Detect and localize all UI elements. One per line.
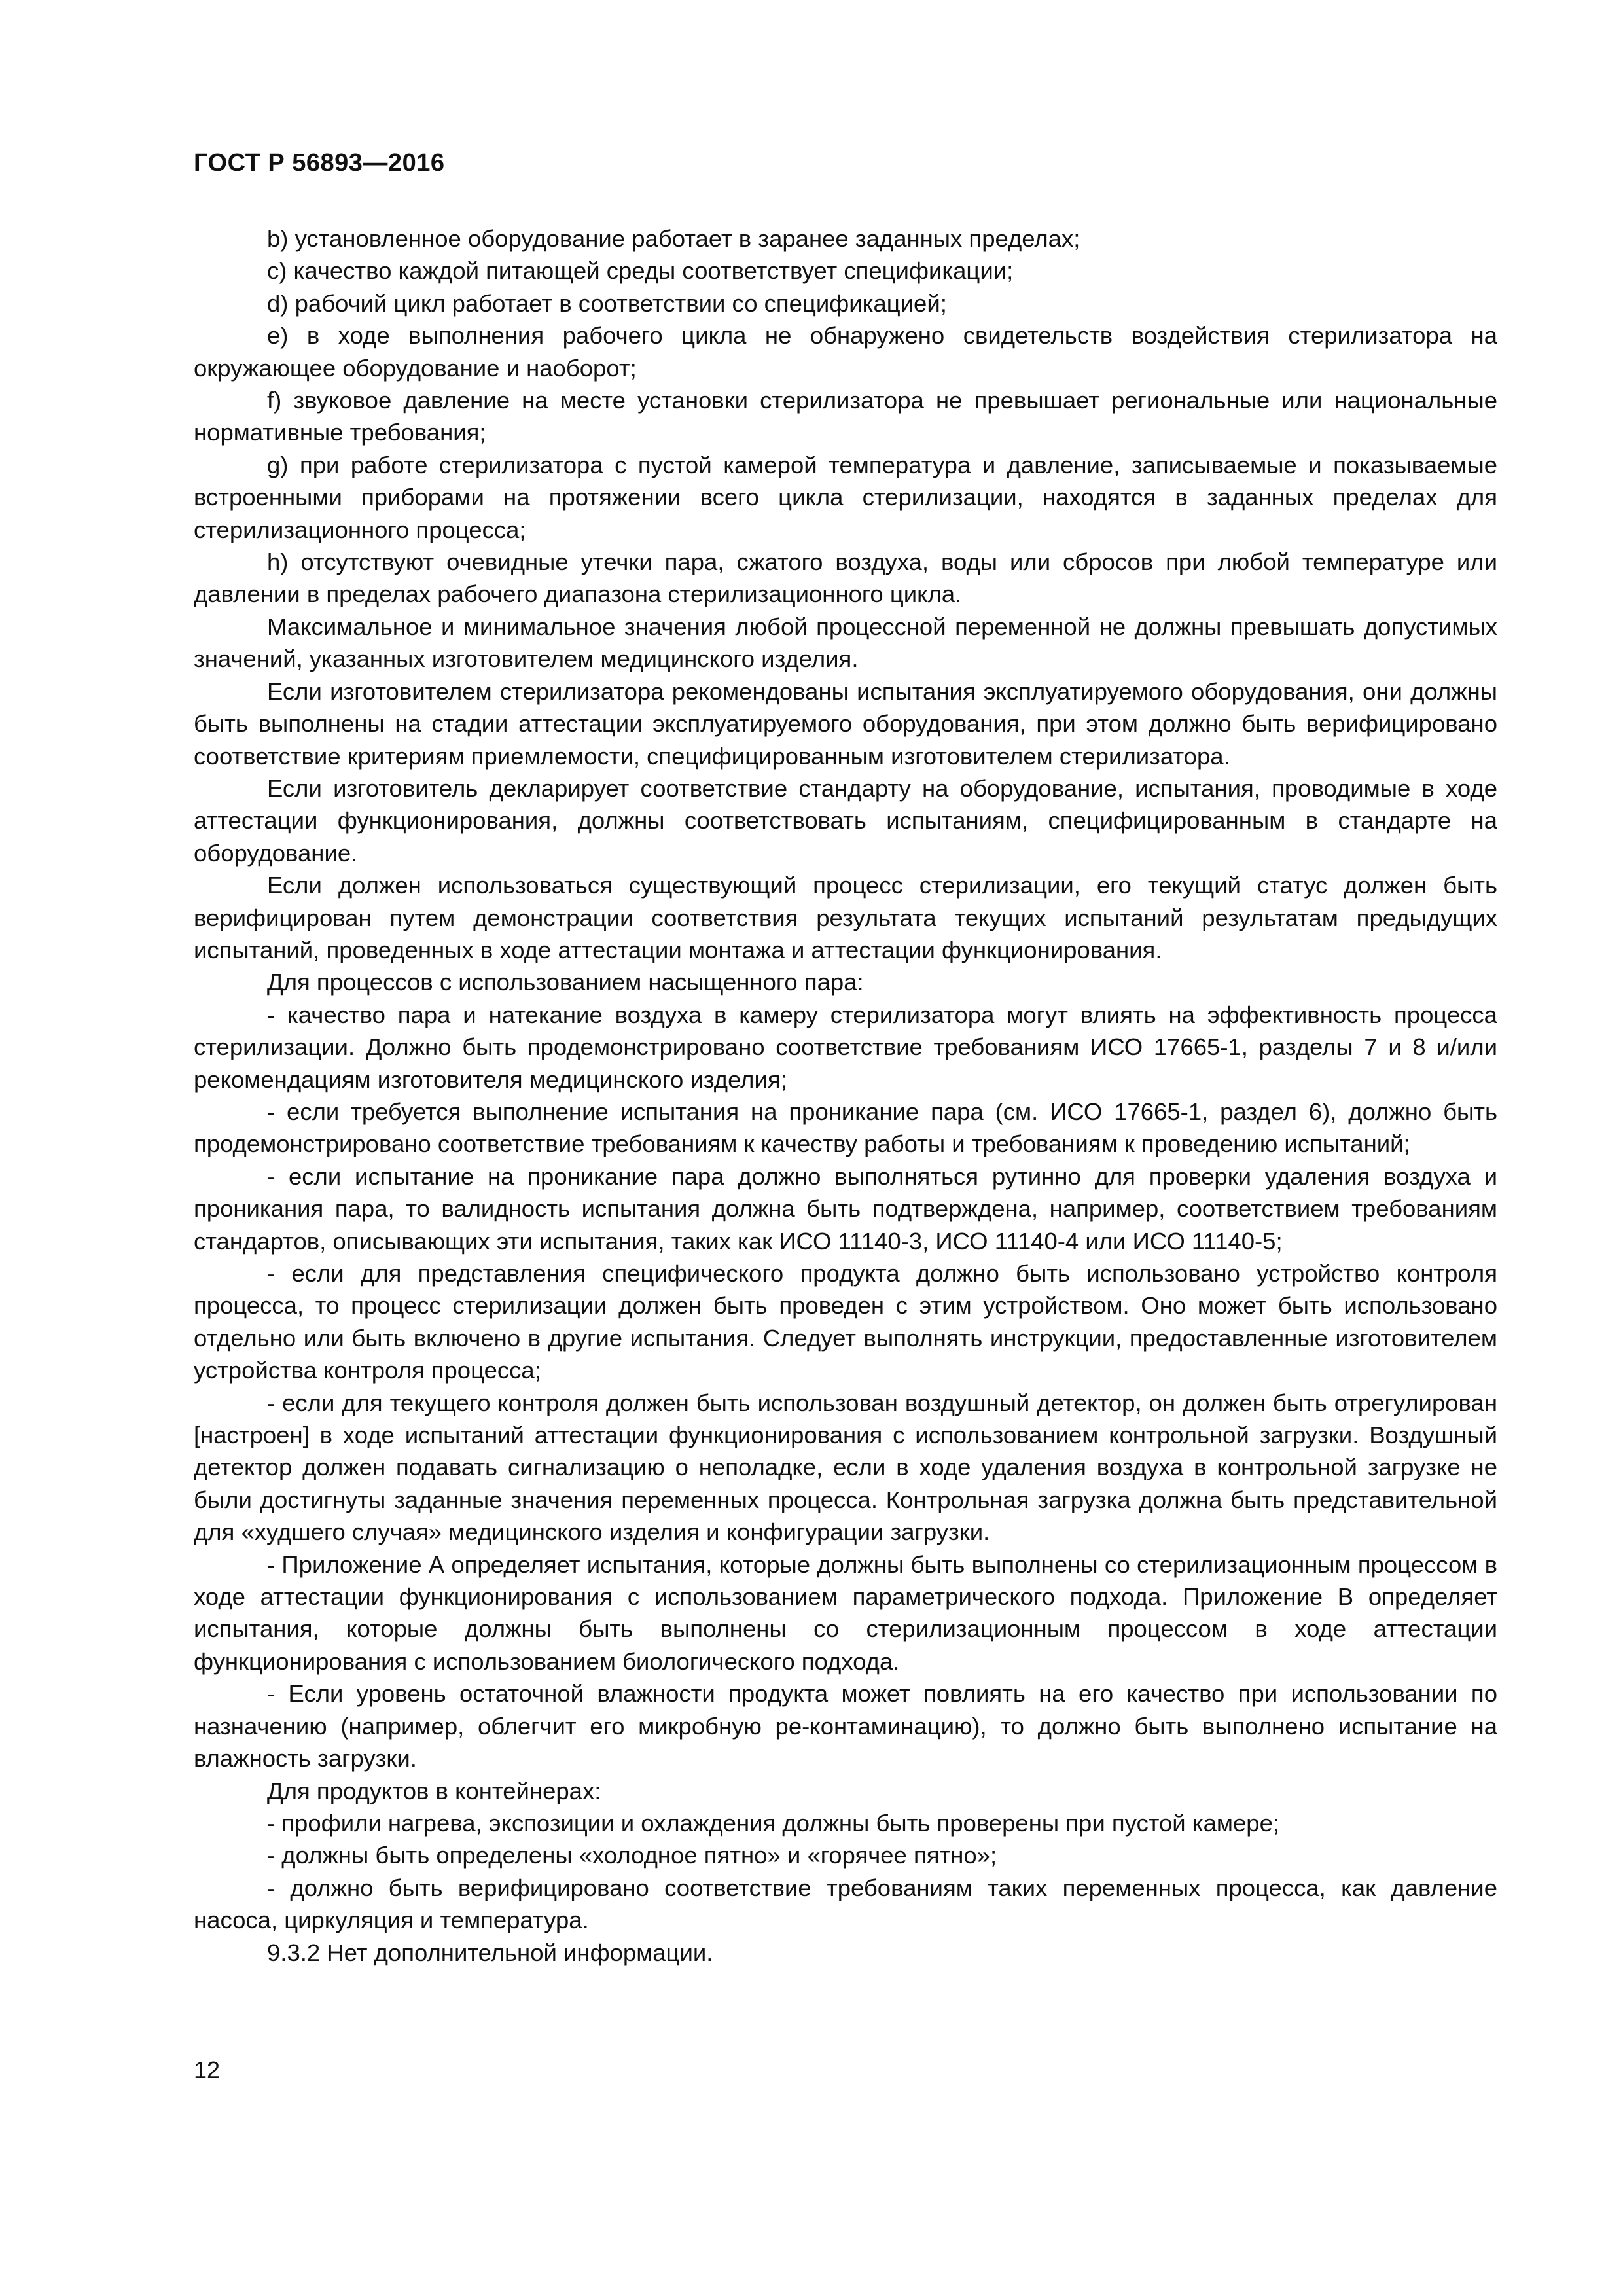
dash-list-item: - профили нагрева, экспозиции и охлаждения должны быть проверены при пустой камере; — [267, 1809, 1280, 1837]
list-item-b: b) установленное оборудование работает в заранее заданных пределах; — [267, 225, 1080, 252]
paragraph: Для продуктов в контейнерах: — [267, 1777, 601, 1804]
section-paragraph: 9.3.2 Нет дополнительной информации. — [267, 1939, 713, 1966]
paragraph: Максимальное и минимальное значения любой процессной переменной не должны превышать допустимых значений, указанных изготовителем медицинского изделия. — [194, 613, 1497, 673]
dash-list-item: - если испытание на проникание пара должно выполняться рутинно для проверки удаления воздуха и проникания пара, то валидность испытания должна быть подтверждена, например, соответствием требованиям стандартов, описывающих эти испытания, таких как ИСО 11140-3, ИСО 11140-4 или ИСО 11140-5; — [194, 1162, 1497, 1255]
list-item-d: d) рабочий цикл работает в соответствии со спецификацией; — [267, 289, 947, 317]
list-item-f: f) звуковое давление на месте установки стерилизатора не превышает региональные или национальные нормативные требования; — [194, 387, 1497, 446]
list-item-h: h) отсутствуют очевидные утечки пара, сжатого воздуха, воды или сбросов при любой температуре или давлении в пределах рабочего диапазона стерилизационного цикла. — [194, 548, 1497, 608]
paragraph: Если изготовитель декларирует соответствие стандарту на оборудование, испытания, проводимые в ходе аттестации функционирования, должны соответствовать испытаниям, специфицированным в стандарте на оборудование. — [194, 774, 1497, 867]
list-item-g: g) при работе стерилизатора с пустой камерой температура и давление, записываемые и показываемые встроенными приборами на протяжении всего цикла стерилизации, находятся в заданных пределах для стерилизационного процесса; — [194, 451, 1497, 543]
standard-header: ГОСТ Р 56893—2016 — [194, 149, 445, 177]
paragraph: Для процессов с использованием насыщенного пара: — [267, 969, 864, 996]
dash-list-item: - должны быть определены «холодное пятно» и «горячее пятно»; — [267, 1842, 997, 1869]
document-body — [194, 223, 1497, 1969]
paragraph: Если должен использоваться существующий процесс стерилизации, его текущий статус должен быть верифицирован путем демонстрации соответствия результата текущих испытаний результатам предыдущих испытаний, проведенных в ходе аттестации монтажа и аттестации функционирования. — [194, 872, 1497, 963]
dash-list-item: - должно быть верифицировано соответствие требованиям таких переменных процесса, как давление насоса, циркуляция и температура. — [194, 1874, 1497, 1934]
dash-list-item: - качество пара и натекание воздуха в камеру стерилизатора могут влиять на эффективность процесса стерилизации. Должно быть продемонстрировано соответствие требованиям ИСО 17665-1, разделы 7 и 8 и/или рекомендациям изготовителя медицинского изделия; — [194, 1001, 1497, 1093]
paragraph: Если изготовителем стерилизатора рекомендованы испытания эксплуатируемого оборудования, они должны быть выполнены на стадии аттестации эксплуатируемого оборудования, при этом должно быть верифицировано соответствие критериям приемлемости, специфицированным изготовителем стерилизатора. — [194, 677, 1497, 770]
dash-list-item: - если для представления специфического продукта должно быть использовано устройство контроля процесса, то процесс стерилизации должен быть проведен с этим устройством. Оно может быть использовано отдельно или быть включено в другие испытания. Следует выполнять инструкции, предоставленные изготовителем устройства контроля процесса; — [194, 1260, 1497, 1384]
dash-list-item: - Приложение А определяет испытания, которые должны быть выполнены со стерилизационным процессом в ходе аттестации функционирования с использованием параметрического подхода. Приложение В определяет испытания, которые должны быть выполнены со стерилизационным процессом в ходе аттестации функционирования с использованием биологического подхода. — [194, 1551, 1497, 1675]
dash-list-item: - если для текущего контроля должен быть использован воздушный детектор, он должен быть отрегулирован [настроен] в ходе испытаний аттестации функционирования с использованием контрольной загрузки. Воздушный детектор должен подавать сигнализацию о неполадке, если в ходе удаления воздуха в контрольной загрузке не были достигнуты заданные значения переменных процесса. Контрольная загрузка должна быть представительной для «худшего случая» медицинского изделия и конфигурации загрузки. — [194, 1389, 1497, 1546]
dash-list-item: - если требуется выполнение испытания на проникание пара (см. ИСО 17665-1, раздел 6), должно быть продемонстрировано соответствие требованиям к качеству работы и требованиям к проведению испытаний; — [194, 1098, 1497, 1158]
list-item-c: c) качество каждой питающей среды соответствует спецификации; — [267, 257, 1014, 285]
dash-list-item: - Если уровень остаточной влажности продукта может повлиять на его качество при использовании по назначению (например, облегчит его микробную ре-контаминацию), то должно быть выполнено испытание на влажность загрузки. — [194, 1680, 1497, 1772]
page-number: 12 — [194, 2056, 221, 2083]
list-item-e: e) в ходе выполнения рабочего цикла не обнаружено свидетельств воздействия стерилизатора на окружающее оборудование и наоборот; — [194, 322, 1497, 382]
